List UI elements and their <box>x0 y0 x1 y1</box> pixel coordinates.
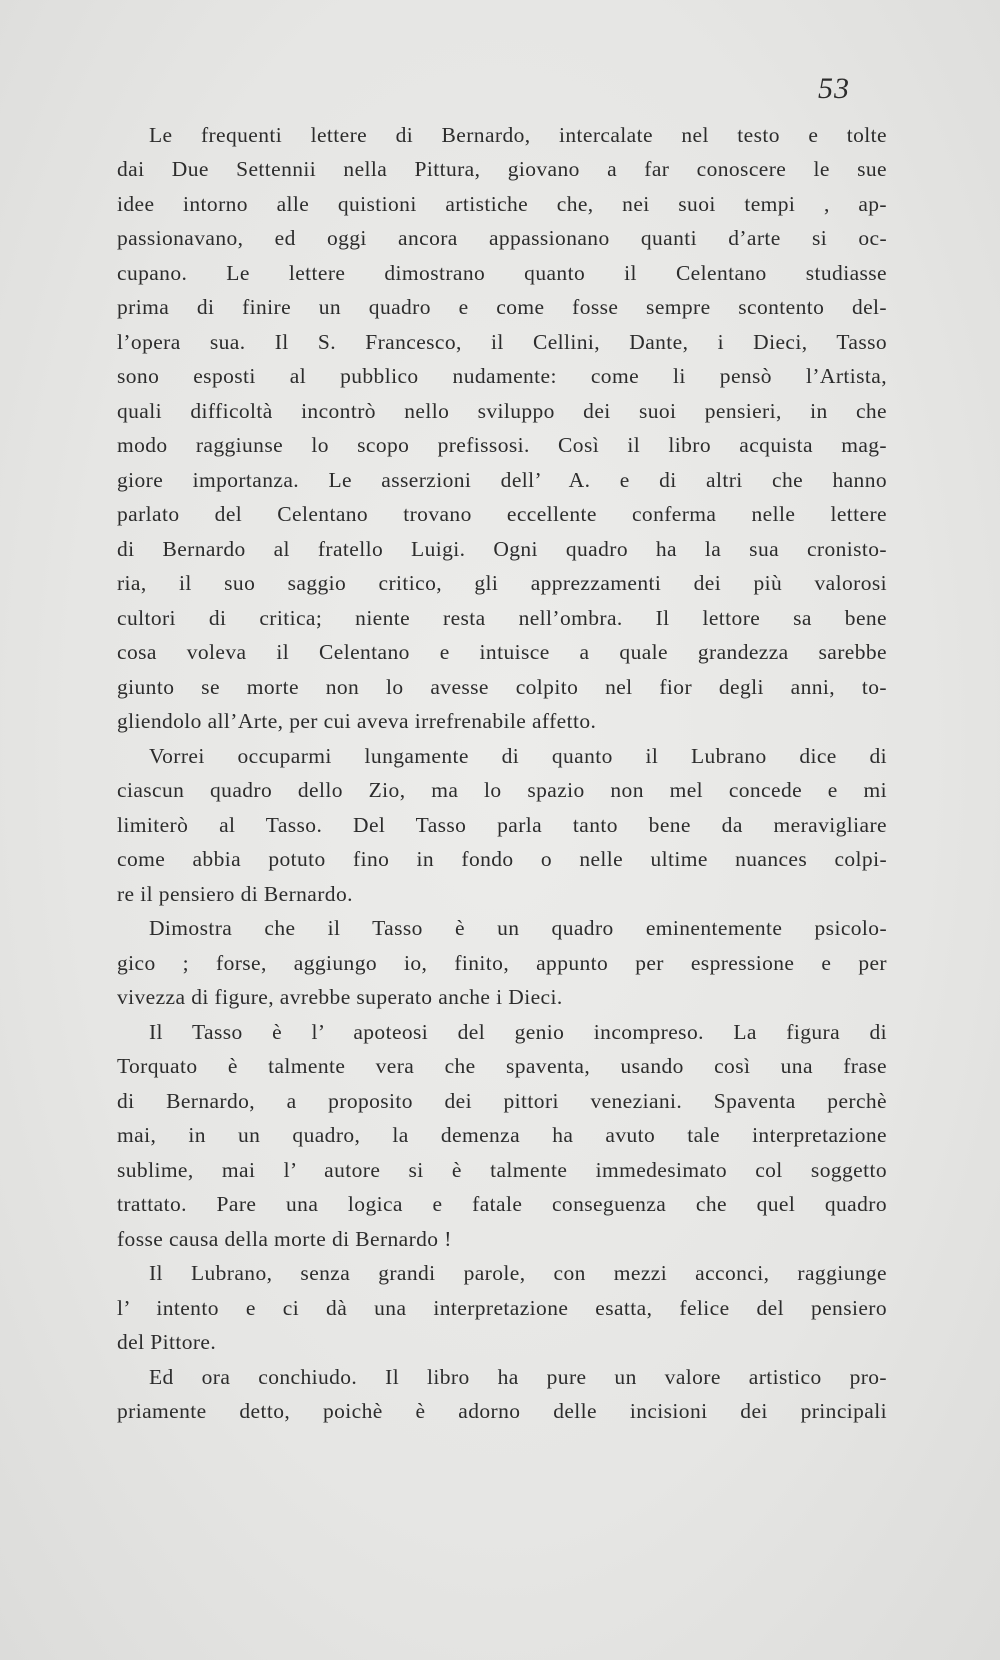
text-line: re il pensiero di Bernardo. <box>117 882 353 906</box>
text-line: sono esposti al pubblico nudamente: come li pensò l’Artista, <box>117 364 887 388</box>
text-line: prima di finire un quadro e come fosse sempre scontento del- <box>117 295 887 319</box>
text-line: giore importanza. Le asserzioni dell’ A. e di altri che hanno <box>117 468 887 492</box>
text-line: idee intorno alle quistioni artistiche che, nei suoi tempi , ap- <box>117 192 887 216</box>
text-line: limiterò al Tasso. Del Tasso parla tanto bene da meravigliare <box>117 813 887 837</box>
text-line: Ed ora conchiudo. Il libro ha pure un valore artistico pro- <box>149 1365 887 1389</box>
text-line: fosse causa della morte di Bernardo ! <box>117 1227 452 1251</box>
page-number: 53 <box>818 72 850 105</box>
text-line: cultori di critica; niente resta nell’ombra. Il lettore sa bene <box>117 606 887 630</box>
text-line: di Bernardo, a proposito dei pittori veneziani. Spaventa perchè <box>117 1089 887 1113</box>
text-line: sublime, mai l’ autore si è talmente immedesimato col soggetto <box>117 1158 887 1182</box>
text-line: ria, il suo saggio critico, gli apprezzamenti dei più valorosi <box>117 571 887 595</box>
text-line: Il Tasso è l’ apoteosi del genio incompreso. La figura di <box>149 1020 887 1044</box>
text-line: cosa voleva il Celentano e intuisce a quale grandezza sarebbe <box>117 640 887 664</box>
text-line: vivezza di figure, avrebbe superato anche i Dieci. <box>117 985 563 1009</box>
text-line: Vorrei occuparmi lungamente di quanto il Lubrano dice di <box>149 744 887 768</box>
text-line: gico ; forse, aggiungo io, finito, appunto per espressione e per <box>117 951 887 975</box>
text-line: gliendolo all’Arte, per cui aveva irrefrenabile affetto. <box>117 709 597 733</box>
text-line: l’opera sua. Il S. Francesco, il Cellini, Dante, i Dieci, Tasso <box>117 330 887 354</box>
text-line: come abbia potuto fino in fondo o nelle ultime nuances colpi- <box>117 847 887 871</box>
text-line: Le frequenti lettere di Bernardo, intercalate nel testo e tolte <box>149 123 887 147</box>
text-line: ciascun quadro dello Zio, ma lo spazio non mel concede e mi <box>117 778 887 802</box>
text-line: modo raggiunse lo scopo prefissosi. Così il libro acquista mag- <box>117 433 887 457</box>
text-line: Torquato è talmente vera che spaventa, usando così una frase <box>117 1054 887 1078</box>
text-line: di Bernardo al fratello Luigi. Ogni quadro ha la sua cronisto- <box>117 537 887 561</box>
text-line: Dimostra che il Tasso è un quadro eminentemente psicolo- <box>149 916 887 940</box>
text-line: giunto se morte non lo avesse colpito nel fior degli anni, to- <box>117 675 887 699</box>
text-line: Il Lubrano, senza grandi parole, con mezzi acconci, raggiunge <box>149 1261 887 1285</box>
text-line: l’ intento e ci dà una interpretazione esatta, felice del pensiero <box>117 1296 887 1320</box>
text-line: trattato. Pare una logica e fatale conseguenza che quel quadro <box>117 1192 887 1216</box>
text-line: priamente detto, poichè è adorno delle incisioni dei principali <box>117 1399 887 1423</box>
text-line: passionavano, ed oggi ancora appassionano quanti d’arte si oc- <box>117 226 887 250</box>
text-line: dai Due Settennii nella Pittura, giovano a far conoscere le sue <box>117 157 887 181</box>
text-line: del Pittore. <box>117 1330 217 1354</box>
text-line: cupano. Le lettere dimostrano quanto il Celentano studiasse <box>117 261 887 285</box>
text-line: quali difficoltà incontrò nello sviluppo dei suoi pensieri, in che <box>117 399 887 423</box>
text-line: parlato del Celentano trovano eccellente conferma nelle lettere <box>117 502 887 526</box>
text-line: mai, in un quadro, la demenza ha avuto tale interpretazione <box>117 1123 887 1147</box>
